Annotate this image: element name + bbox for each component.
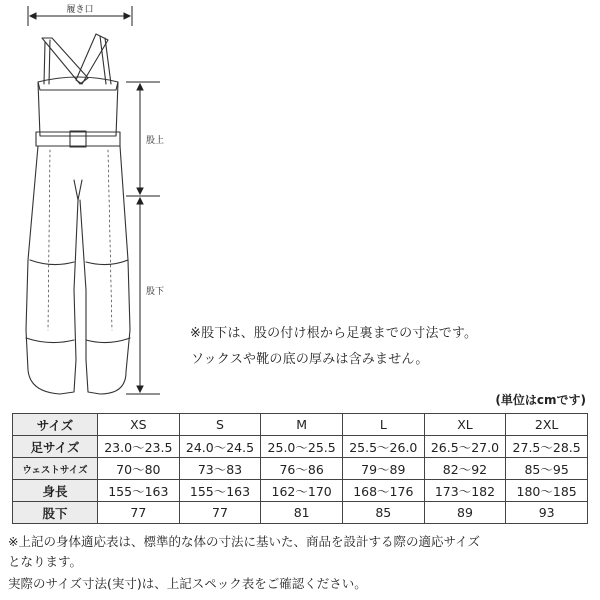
table-cell: L <box>342 414 424 436</box>
inseam-label: 股下 <box>146 287 165 297</box>
table-cell: 70～80 <box>98 458 180 480</box>
table-cell: 79～89 <box>342 458 424 480</box>
table-cell: 155～163 <box>98 480 180 502</box>
table-cell: M <box>261 414 343 436</box>
table-cell: 23.0～23.5 <box>98 436 180 458</box>
table-cell: 26.5～27.0 <box>424 436 506 458</box>
size-table <box>12 413 588 524</box>
table-cell: 180～185 <box>506 480 588 502</box>
table-cell: 27.5～28.5 <box>506 436 588 458</box>
table-row <box>13 502 588 524</box>
unit-note: (単位はcmです) <box>495 393 586 407</box>
footer-note-line3: 実際のサイズ寸法(実寸)は、上記スペック表をご確認ください。 <box>8 576 367 591</box>
row-header: サイズ <box>13 414 98 436</box>
table-cell: 25.0～25.5 <box>261 436 343 458</box>
table-cell: 81 <box>261 502 343 524</box>
inseam-note-line1: ※股下は、股の付け根から足裏までの寸法です。 <box>190 326 478 341</box>
table-cell: 73～83 <box>179 458 261 480</box>
row-header: 足サイズ <box>13 436 98 458</box>
table-cell: 168～176 <box>342 480 424 502</box>
table-cell: XL <box>424 414 506 436</box>
table-cell: 93 <box>506 502 588 524</box>
table-cell: S <box>179 414 261 436</box>
footer-note-line2: となります。 <box>8 554 83 569</box>
table-cell: XS <box>98 414 180 436</box>
table-row <box>13 458 588 480</box>
table-cell: 85 <box>342 502 424 524</box>
row-header: ウェストサイズ <box>13 458 98 480</box>
table-cell: 2XL <box>506 414 588 436</box>
footer-note-line1: ※上記の身体適応表は、標準的な体の寸法に基いた、商品を設計する際の適応サイズ <box>8 534 480 549</box>
table-cell: 89 <box>424 502 506 524</box>
table-cell: 155～163 <box>179 480 261 502</box>
row-header: 身長 <box>13 480 98 502</box>
table-row <box>13 414 588 436</box>
opening-label: 履き口 <box>66 5 94 15</box>
inseam-note-line2: ソックスや靴の底の厚みは含みません。 <box>191 352 429 367</box>
table-cell: 25.5～26.0 <box>342 436 424 458</box>
table-cell: 77 <box>179 502 261 524</box>
row-header: 股下 <box>13 502 98 524</box>
table-row <box>13 480 588 502</box>
table-cell: 85～95 <box>506 458 588 480</box>
table-cell: 162～170 <box>261 480 343 502</box>
table-cell: 24.0～24.5 <box>179 436 261 458</box>
table-cell: 173～182 <box>424 480 506 502</box>
rise-label: 股上 <box>146 136 165 146</box>
table-cell: 82～92 <box>424 458 506 480</box>
table-row <box>13 436 588 458</box>
table-cell: 77 <box>98 502 180 524</box>
table-cell: 76～86 <box>261 458 343 480</box>
